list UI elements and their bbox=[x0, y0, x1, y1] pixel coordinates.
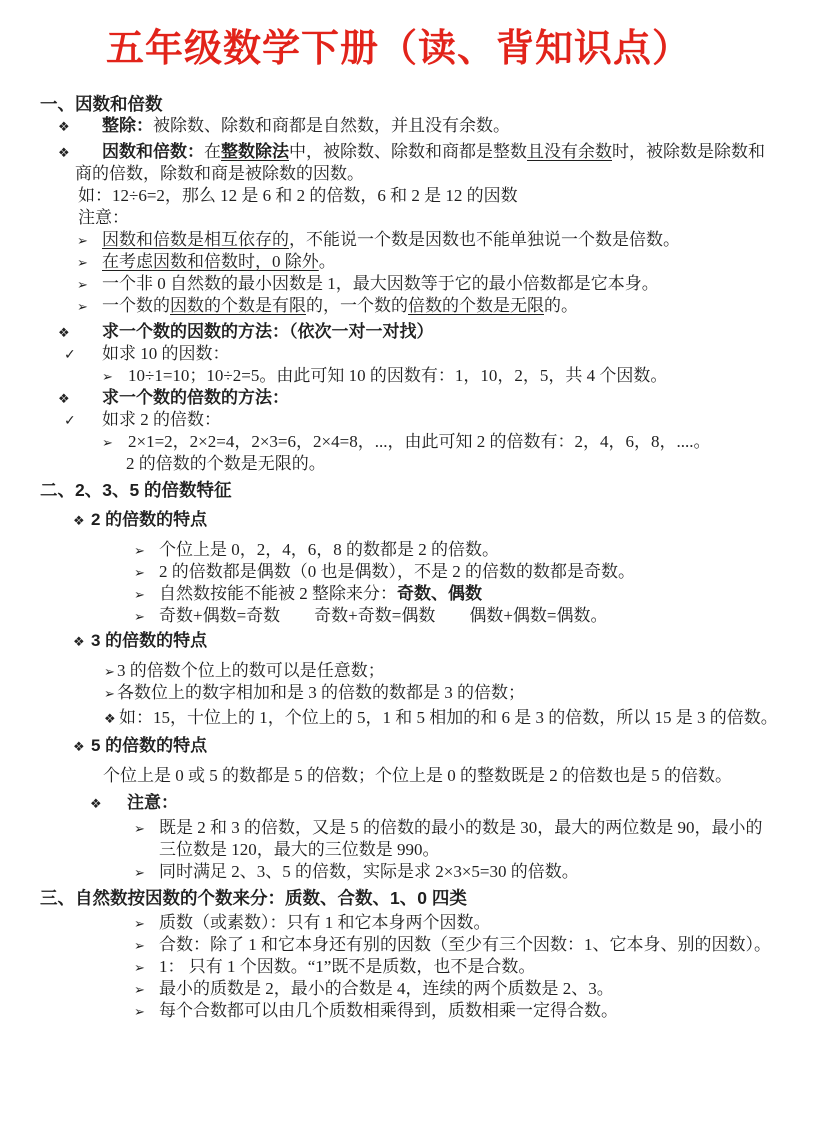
bullet-line bbox=[0, 630, 825, 652]
check-bullet-icon: ✓ bbox=[64, 413, 76, 429]
diamond-bullet-icon: ❖ bbox=[58, 146, 70, 161]
line-text: 商的倍数，除数和商是被除数的因数。 bbox=[75, 164, 364, 183]
line-text: 一个非 0 自然数的最小因数是 1，最大因数等于它的最小倍数都是它本身。 bbox=[102, 274, 659, 293]
bullet-line bbox=[0, 321, 825, 343]
bullet-line bbox=[0, 956, 825, 978]
bullet-line bbox=[0, 660, 825, 682]
line-text: 每个合数都可以由几个质数相乘得到，质数相乘一定得合数。 bbox=[159, 1001, 618, 1020]
line-text: 个位上是 0，2，4，6，8 的数都是 2 的倍数。 bbox=[159, 540, 499, 559]
line-text: 2 的倍数的个数是无限的。 bbox=[126, 454, 326, 473]
arrow-bullet-icon: ➢ bbox=[134, 1005, 145, 1020]
document-body bbox=[0, 93, 825, 1022]
text-line bbox=[0, 185, 825, 207]
bullet-line bbox=[0, 343, 825, 365]
bullet-line bbox=[0, 273, 825, 295]
bullet-line bbox=[0, 115, 825, 137]
line-text: 自然数按能不能被 2 整除来分：奇数、偶数 bbox=[159, 584, 482, 603]
arrow-bullet-icon: ➢ bbox=[134, 544, 145, 559]
line-text: 三、自然数按因数的个数来分：质数、合数、1、0 四类 bbox=[40, 888, 467, 908]
arrow-bullet-icon: ➢ bbox=[104, 687, 115, 702]
line-text: 因数和倍数：在整数除法中，被除数、除数和商都是整数且没有余数时，被除数是除数和 bbox=[102, 142, 765, 161]
line-text: 各数位上的数字相加和是 3 的倍数的数都是 3 的倍数； bbox=[117, 683, 525, 702]
bullet-line bbox=[0, 431, 825, 453]
bullet-line bbox=[0, 583, 825, 605]
section-heading bbox=[0, 479, 825, 501]
line-text: 求一个数的因数的方法：（依次一对一对找） bbox=[102, 322, 434, 341]
line-text: 如：15，十位上的 1，个位上的 5，1 和 5 相加的和 6 是 3 的倍数，所以 15 是 3 的倍数。 bbox=[119, 708, 778, 727]
bullet-line bbox=[0, 141, 825, 163]
line-text: 求一个数的倍数的方法： bbox=[102, 388, 289, 407]
diamond-bullet-icon: ❖ bbox=[58, 326, 70, 341]
line-text: 合数：除了 1 和它本身还有别的因数（至少有三个因数：1、它本身、别的因数）。 bbox=[159, 935, 771, 954]
line-text: 2 的倍数都是偶数（0 也是偶数），不是 2 的倍数的数都是奇数。 bbox=[159, 562, 635, 581]
diamond-bullet-icon: ❖ bbox=[58, 392, 70, 407]
line-text: 整除：被除数、除数和商都是自然数，并且没有余数。 bbox=[102, 116, 510, 135]
bullet-line bbox=[0, 605, 825, 627]
diamond-bullet-icon: ❖ bbox=[73, 635, 85, 650]
arrow-bullet-icon: ➢ bbox=[134, 961, 145, 976]
bullet-line bbox=[0, 912, 825, 934]
bullet-line bbox=[0, 861, 825, 883]
line-text: 注意： bbox=[78, 208, 129, 227]
line-text: 注意： bbox=[127, 793, 178, 812]
diamond-bullet-icon: ❖ bbox=[58, 120, 70, 135]
line-text: 3 的倍数的特点 bbox=[91, 631, 208, 650]
arrow-bullet-icon: ➢ bbox=[134, 917, 145, 932]
bullet-line bbox=[0, 509, 825, 531]
line-text: 一个数的因数的个数是有限的，一个数的倍数的个数是无限的。 bbox=[102, 296, 578, 315]
bullet-line bbox=[0, 229, 825, 251]
arrow-bullet-icon: ➢ bbox=[77, 256, 88, 271]
bullet-line bbox=[0, 707, 825, 729]
text-line bbox=[0, 765, 825, 787]
arrow-bullet-icon: ➢ bbox=[102, 436, 113, 451]
line-text: 个位上是 0 或 5 的数都是 5 的倍数；个位上是 0 的整数既是 2 的倍数也是 5 的倍数。 bbox=[103, 766, 732, 785]
line-text: 三位数是 120，最大的三位数是 990。 bbox=[159, 840, 440, 859]
section-heading bbox=[0, 93, 825, 115]
arrow-bullet-icon: ➢ bbox=[134, 866, 145, 881]
arrow-bullet-icon: ➢ bbox=[102, 370, 113, 385]
arrow-bullet-icon: ➢ bbox=[134, 588, 145, 603]
arrow-bullet-icon: ➢ bbox=[134, 983, 145, 998]
arrow-bullet-icon: ➢ bbox=[134, 610, 145, 625]
line-text: 10÷1=10；10÷2=5。由此可知 10 的因数有：1，10，2，5，共 4 个因数。 bbox=[128, 366, 668, 385]
arrow-bullet-icon: ➢ bbox=[77, 300, 88, 315]
bullet-line bbox=[0, 365, 825, 387]
arrow-bullet-icon: ➢ bbox=[134, 822, 145, 837]
line-text: 2 的倍数的特点 bbox=[91, 510, 208, 529]
diamond-bullet-icon: ❖ bbox=[73, 740, 85, 755]
bullet-line bbox=[0, 409, 825, 431]
text-line bbox=[0, 207, 825, 229]
arrow-bullet-icon: ➢ bbox=[134, 939, 145, 954]
line-text: 同时满足 2、3、5 的倍数，实际是求 2×3×5=30 的倍数。 bbox=[159, 862, 579, 881]
line-text: 因数和倍数是相互依存的，不能说一个数是因数也不能单独说一个数是倍数。 bbox=[102, 230, 680, 249]
line-text: 在考虑因数和倍数时，0 除外。 bbox=[102, 252, 336, 271]
diamond-bullet-icon: ❖ bbox=[90, 797, 102, 812]
line-text: 如求 10 的因数： bbox=[102, 344, 230, 363]
section-heading bbox=[0, 887, 825, 909]
line-text: 5 的倍数的特点 bbox=[91, 736, 208, 755]
bullet-line bbox=[0, 387, 825, 409]
line-text: 质数（或素数）：只有 1 和它本身两个因数。 bbox=[159, 913, 491, 932]
line-text: 3 的倍数个位上的数可以是任意数； bbox=[117, 661, 385, 680]
arrow-bullet-icon: ➢ bbox=[77, 278, 88, 293]
line-text: 最小的质数是 2，最小的合数是 4，连续的两个质数是 2、3。 bbox=[159, 979, 614, 998]
arrow-bullet-icon: ➢ bbox=[104, 665, 115, 680]
bullet-line bbox=[0, 295, 825, 317]
line-text: 既是 2 和 3 的倍数，又是 5 的倍数的最小的数是 30，最大的两位数是 90，最小的 bbox=[159, 818, 763, 837]
line-text: 奇数+偶数=奇数 奇数+奇数=偶数 偶数+偶数=偶数。 bbox=[159, 606, 608, 625]
check-bullet-icon: ✓ bbox=[64, 347, 76, 363]
bullet-line bbox=[0, 1000, 825, 1022]
bullet-line bbox=[0, 682, 825, 704]
bullet-line bbox=[0, 978, 825, 1000]
bullet-line bbox=[0, 539, 825, 561]
line-text: 一、因数和倍数 bbox=[40, 94, 163, 114]
bullet-line bbox=[0, 561, 825, 583]
text-line bbox=[0, 163, 825, 185]
line-text: 如求 2 的倍数： bbox=[102, 410, 221, 429]
bullet-line bbox=[0, 792, 825, 814]
line-text: 如：12÷6=2，那么 12 是 6 和 2 的倍数，6 和 2 是 12 的因数 bbox=[78, 186, 518, 205]
text-line bbox=[0, 453, 825, 475]
bullet-line bbox=[0, 817, 825, 839]
page-title: 五年级数学下册（读、背知识点） bbox=[105, 28, 691, 70]
text-line bbox=[0, 839, 825, 861]
line-text: 二、2、3、5 的倍数特征 bbox=[40, 480, 232, 500]
line-text: 1： 只有 1 个因数。“1”既不是质数，也不是合数。 bbox=[159, 957, 536, 976]
arrow-bullet-icon: ➢ bbox=[134, 566, 145, 581]
arrow-bullet-icon: ➢ bbox=[77, 234, 88, 249]
bullet-line bbox=[0, 934, 825, 956]
line-text: 2×1=2，2×2=4，2×3=6，2×4=8，...，由此可知 2 的倍数有：2，4，6，8，....。 bbox=[128, 432, 711, 451]
diamond-bullet-icon: ❖ bbox=[104, 712, 116, 727]
bullet-line bbox=[0, 735, 825, 757]
diamond-bullet-icon: ❖ bbox=[73, 514, 85, 529]
bullet-line bbox=[0, 251, 825, 273]
